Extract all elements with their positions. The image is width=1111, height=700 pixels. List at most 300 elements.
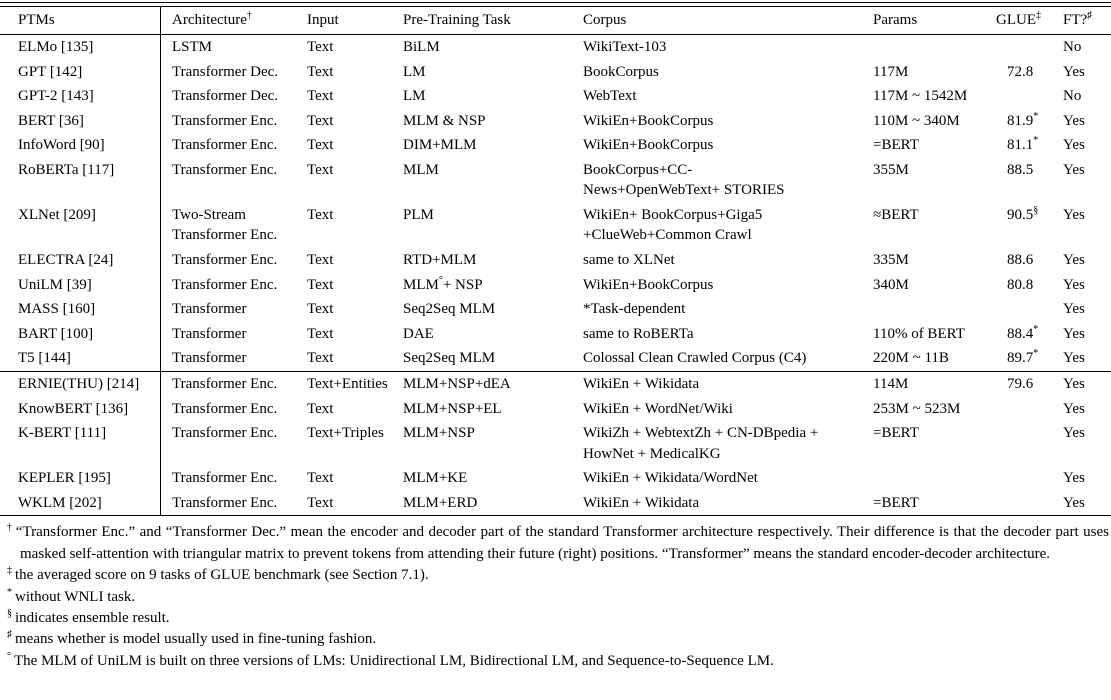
params-value: 355M [873, 162, 909, 179]
cell-input [307, 84, 403, 109]
glue-sup: § [1033, 205, 1039, 217]
table-header-row [0, 7, 1111, 35]
cell-ptm [0, 421, 161, 466]
corpus-line: WikiText-103 [583, 39, 667, 56]
ptm-name: UniLM [39] [18, 276, 92, 293]
cell-params [873, 60, 996, 85]
footnote-dagger [6, 522, 1109, 565]
cell-task [403, 203, 583, 248]
cell-glue [996, 273, 1063, 298]
cell-corpus [583, 466, 873, 491]
ptm-name: WKLM [202] [18, 494, 102, 511]
footnote-marker: ♯ [7, 629, 12, 641]
task-value: MLM+NSP+EL [403, 400, 502, 417]
ft-value: Yes [1063, 494, 1085, 511]
corpus-line: News+OpenWebText+ STORIES [583, 182, 785, 199]
cell-ft [1063, 158, 1111, 203]
ft-value: Yes [1063, 207, 1085, 224]
params-value: 114M [873, 376, 909, 393]
column-header-label: PTMs [18, 12, 55, 29]
cell-task [403, 60, 583, 85]
input-value: Text [307, 88, 334, 105]
cell-architecture [161, 346, 307, 371]
cell-task [403, 297, 583, 322]
ft-value: No [1063, 88, 1082, 105]
glue-score: 81.9 [1007, 112, 1034, 129]
architecture-line: Transformer [172, 350, 247, 367]
cell-ft [1063, 346, 1111, 371]
cell-ptm [0, 133, 161, 158]
cell-ptm [0, 397, 161, 422]
cell-glue [996, 466, 1063, 491]
column-header-input [307, 7, 403, 34]
column-header-ptms [0, 7, 161, 34]
params-value: 117M [873, 63, 909, 80]
cell-task [403, 248, 583, 273]
task-value: DAE [403, 325, 434, 342]
column-header-label: FT? [1063, 12, 1088, 29]
corpus-line: WikiEn+BookCorpus [583, 112, 714, 129]
params-value: 220M ~ 11B [873, 350, 949, 367]
ft-value: Yes [1063, 470, 1085, 487]
task-value: MLM+ERD [403, 494, 478, 511]
params-value: 340M [873, 276, 909, 293]
cell-input [307, 60, 403, 85]
cell-params [873, 203, 996, 248]
corpus-line: WebText [583, 88, 637, 105]
cell-architecture [161, 84, 307, 109]
corpus-line: WikiEn + WordNet/Wiki [583, 400, 733, 417]
glue-score: 88.6 [1007, 252, 1034, 269]
cell-ptm [0, 372, 161, 397]
params-value: 253M ~ 523M [873, 400, 961, 417]
input-value: Text [307, 400, 334, 417]
glue-sup: * [1033, 135, 1039, 147]
table-row [0, 133, 1111, 158]
glue-sup: * [1033, 323, 1039, 335]
cell-input [307, 297, 403, 322]
cell-task [403, 372, 583, 397]
cell-corpus [583, 297, 873, 322]
footnote-sharp [6, 629, 1109, 650]
cell-task [403, 421, 583, 466]
cell-glue [996, 84, 1063, 109]
glue-score: 90.5 [1007, 207, 1034, 224]
table-body [0, 35, 1111, 516]
ptm-name: GPT [142] [18, 63, 83, 80]
cell-params [873, 466, 996, 491]
ptm-name: ELMo [135] [18, 39, 94, 56]
ft-value: Yes [1063, 376, 1085, 393]
footnote-text: the averaged score on 9 tasks of GLUE benchmark (see Section 7.1). [15, 567, 429, 584]
ft-value: Yes [1063, 350, 1085, 367]
params-value: 110% of BERT [873, 325, 965, 342]
table-row [0, 322, 1111, 347]
cell-input [307, 35, 403, 60]
ft-value: Yes [1063, 325, 1085, 342]
cell-ft [1063, 322, 1111, 347]
column-header-sup: ‡ [1036, 10, 1041, 22]
cell-corpus [583, 158, 873, 203]
cell-corpus [583, 109, 873, 134]
cell-params [873, 322, 996, 347]
cell-params [873, 297, 996, 322]
cell-ptm [0, 466, 161, 491]
cell-params [873, 84, 996, 109]
cell-architecture [161, 248, 307, 273]
input-value: Text+Triples [307, 425, 384, 442]
column-header-label: Input [307, 12, 339, 29]
architecture-line: Transformer [172, 301, 247, 318]
cell-corpus [583, 346, 873, 371]
glue-score: 80.8 [1007, 276, 1034, 293]
ft-value: Yes [1063, 137, 1085, 154]
cell-glue [996, 421, 1063, 466]
cell-glue [996, 35, 1063, 60]
cell-corpus [583, 84, 873, 109]
cell-params [873, 273, 996, 298]
cell-input [307, 248, 403, 273]
glue-score: 72.8 [1007, 63, 1034, 80]
input-value: Text [307, 63, 334, 80]
cell-input [307, 203, 403, 248]
cell-task [403, 158, 583, 203]
cell-input [307, 133, 403, 158]
cell-ft [1063, 421, 1111, 466]
task-value: MLM & NSP [403, 112, 486, 129]
table-row [0, 371, 1111, 397]
ft-value: Yes [1063, 252, 1085, 269]
cell-input [307, 421, 403, 466]
corpus-line: WikiEn+BookCorpus [583, 137, 714, 154]
cell-input [307, 109, 403, 134]
cell-corpus [583, 322, 873, 347]
cell-architecture [161, 491, 307, 516]
cell-architecture [161, 273, 307, 298]
table-row [0, 109, 1111, 134]
cell-corpus [583, 397, 873, 422]
architecture-line: Transformer Enc. [172, 162, 278, 179]
corpus-line: Colossal Clean Crawled Corpus (C4) [583, 350, 807, 367]
glue-score: 89.7 [1007, 350, 1034, 367]
cell-ft [1063, 491, 1111, 516]
cell-params [873, 346, 996, 371]
corpus-line: HowNet + MedicalKG [583, 445, 721, 462]
cell-input [307, 397, 403, 422]
glue-score: 81.1 [1007, 137, 1034, 154]
cell-params [873, 491, 996, 516]
footnote-text: The MLM of UniLM is built on three versions of LMs: Unidirectional LM, Bidirectional LM, and Sequence-to-Sequence LM. [14, 652, 774, 669]
cell-corpus [583, 60, 873, 85]
cell-corpus [583, 35, 873, 60]
task-value: RTD+MLM [403, 252, 477, 269]
corpus-line: +ClueWeb+Common Crawl [583, 227, 752, 244]
architecture-line: Transformer Enc. [172, 252, 278, 269]
cell-task [403, 466, 583, 491]
task-value: LM [403, 63, 426, 80]
footnote-text: means whether is model usually used in fine-tuning fashion. [15, 631, 377, 648]
input-value: Text [307, 470, 334, 487]
ft-value: Yes [1063, 112, 1085, 129]
task-value: BiLM [403, 39, 440, 56]
cell-ptm [0, 203, 161, 248]
ptm-name: KEPLER [195] [18, 470, 111, 487]
ptm-name: InfoWord [90] [18, 137, 105, 154]
cell-params [873, 248, 996, 273]
column-header-architecture [161, 7, 307, 34]
cell-input [307, 466, 403, 491]
corpus-line: same to XLNet [583, 252, 675, 269]
cell-ft [1063, 60, 1111, 85]
cell-architecture [161, 466, 307, 491]
params-value: 117M ~ 1542M [873, 88, 968, 105]
table-row [0, 248, 1111, 273]
cell-architecture [161, 297, 307, 322]
task-sup: ° [438, 274, 443, 286]
corpus-line: WikiEn + Wikidata [583, 494, 700, 511]
input-value: Text [307, 252, 334, 269]
ptm-name: ERNIE(THU) [214] [18, 376, 140, 393]
cell-ft [1063, 84, 1111, 109]
input-value: Text [307, 325, 334, 342]
column-header-params [873, 7, 996, 34]
column-header-pretraining-task [403, 7, 583, 34]
ptm-name: T5 [144] [18, 350, 71, 367]
cell-ft [1063, 397, 1111, 422]
cell-corpus [583, 248, 873, 273]
cell-corpus [583, 203, 873, 248]
footnote-section [6, 608, 1109, 629]
column-header-label: Pre-Training Task [403, 12, 511, 29]
corpus-line: *Task-dependent [583, 301, 686, 318]
ptm-name: KnowBERT [136] [18, 400, 129, 417]
cell-task [403, 133, 583, 158]
cell-ptm [0, 84, 161, 109]
task-value: MLM [403, 162, 439, 179]
table-row [0, 297, 1111, 322]
corpus-line: WikiEn + Wikidata/WordNet [583, 470, 758, 487]
table-row [0, 346, 1111, 371]
params-value: 110M ~ 340M [873, 112, 960, 129]
cell-task [403, 109, 583, 134]
cell-glue [996, 372, 1063, 397]
cell-ft [1063, 372, 1111, 397]
corpus-line: WikiZh + WebtextZh + CN-DBpedia + [583, 425, 819, 442]
ptm-name: GPT-2 [143] [18, 88, 94, 105]
architecture-line: Transformer [172, 325, 247, 342]
table-row [0, 466, 1111, 491]
table-row [0, 158, 1111, 203]
ptm-name: MASS [160] [18, 301, 96, 318]
corpus-line: BookCorpus [583, 63, 659, 80]
cell-task [403, 322, 583, 347]
task-value: MLM+NSP+dEA [403, 376, 511, 393]
cell-corpus [583, 491, 873, 516]
table-row [0, 84, 1111, 109]
architecture-line: Transformer Dec. [172, 63, 279, 80]
cell-glue [996, 297, 1063, 322]
glue-score: 88.4 [1007, 325, 1034, 342]
cell-corpus [583, 133, 873, 158]
input-value: Text [307, 39, 334, 56]
cell-architecture [161, 35, 307, 60]
architecture-line: LSTM [172, 39, 213, 56]
cell-input [307, 372, 403, 397]
cell-ft [1063, 203, 1111, 248]
table-row [0, 60, 1111, 85]
cell-architecture [161, 372, 307, 397]
cell-architecture [161, 109, 307, 134]
cell-task [403, 397, 583, 422]
column-header-label: Params [873, 12, 918, 29]
corpus-line: same to RoBERTa [583, 325, 694, 342]
input-value: Text [307, 112, 334, 129]
cell-ft [1063, 133, 1111, 158]
column-header-ft [1063, 7, 1111, 34]
cell-ptm [0, 273, 161, 298]
cell-glue [996, 397, 1063, 422]
cell-params [873, 397, 996, 422]
footnote-marker: ° [7, 650, 11, 662]
cell-task [403, 273, 583, 298]
architecture-line: Two-Stream [172, 207, 246, 224]
table-row [0, 273, 1111, 298]
cell-ptm [0, 35, 161, 60]
cell-input [307, 158, 403, 203]
cell-input [307, 322, 403, 347]
cell-input [307, 346, 403, 371]
ft-value: Yes [1063, 63, 1085, 80]
params-value: =BERT [873, 137, 919, 154]
architecture-line: Transformer Enc. [172, 494, 278, 511]
column-header-corpus [583, 7, 873, 34]
cell-architecture [161, 60, 307, 85]
params-value: =BERT [873, 425, 919, 442]
ptm-name: K-BERT [111] [18, 425, 107, 442]
cell-glue [996, 248, 1063, 273]
cell-ptm [0, 248, 161, 273]
footnote-asterisk [6, 587, 1109, 608]
footnote-marker: * [7, 586, 12, 598]
ptm-name: XLNet [209] [18, 207, 96, 224]
cell-input [307, 491, 403, 516]
task-value: LM [403, 88, 426, 105]
input-value: Text+Entities [307, 376, 388, 393]
column-header-label: Corpus [583, 12, 627, 29]
ft-value: Yes [1063, 162, 1085, 179]
cell-ptm [0, 491, 161, 516]
input-value: Text [307, 276, 334, 293]
architecture-line: Transformer Enc. [172, 276, 278, 293]
ptm-name: BERT [36] [18, 112, 84, 129]
params-value: =BERT [873, 494, 919, 511]
cell-ft [1063, 297, 1111, 322]
cell-glue [996, 322, 1063, 347]
corpus-line: BookCorpus+CC- [583, 162, 693, 179]
footnote-marker: ‡ [7, 565, 12, 577]
cell-task [403, 491, 583, 516]
corpus-line: WikiEn+ BookCorpus+Giga5 [583, 207, 763, 224]
cell-params [873, 133, 996, 158]
cell-corpus [583, 372, 873, 397]
column-header-glue [996, 7, 1063, 34]
cell-architecture [161, 133, 307, 158]
architecture-line: Transformer Enc. [172, 425, 278, 442]
table-row [0, 491, 1111, 516]
architecture-line: Transformer Enc. [172, 470, 278, 487]
table-row [0, 203, 1111, 248]
architecture-line: Transformer Enc. [172, 137, 278, 154]
corpus-line: WikiEn+BookCorpus [583, 276, 714, 293]
cell-ft [1063, 248, 1111, 273]
footnotes [0, 516, 1111, 672]
input-value: Text [307, 137, 334, 154]
cell-ptm [0, 158, 161, 203]
footnote-circle [6, 651, 1109, 672]
input-value: Text [307, 301, 334, 318]
input-value: Text [307, 350, 334, 367]
cell-glue [996, 60, 1063, 85]
table-row [0, 397, 1111, 422]
footnote-text: indicates ensemble result. [15, 609, 170, 626]
cell-ft [1063, 109, 1111, 134]
cell-ft [1063, 466, 1111, 491]
cell-glue [996, 346, 1063, 371]
task-suffix: + NSP [442, 276, 483, 293]
cell-architecture [161, 397, 307, 422]
table-row [0, 421, 1111, 466]
ft-value: Yes [1063, 400, 1085, 417]
cell-params [873, 158, 996, 203]
architecture-line: Transformer Dec. [172, 88, 279, 105]
task-value: MLM+KE [403, 470, 468, 487]
cell-ptm [0, 109, 161, 134]
cell-corpus [583, 273, 873, 298]
cell-architecture [161, 203, 307, 248]
cell-architecture [161, 421, 307, 466]
architecture-line: Transformer Enc. [172, 376, 278, 393]
column-header-label: Architecture [172, 12, 247, 29]
ft-value: Yes [1063, 276, 1085, 293]
cell-task [403, 84, 583, 109]
footnote-text: without WNLI task. [15, 588, 136, 605]
cell-input [307, 273, 403, 298]
task-value: MLM [403, 276, 439, 293]
glue-score: 88.5 [1007, 162, 1034, 179]
column-header-sup: ♯ [1087, 10, 1093, 22]
cell-glue [996, 109, 1063, 134]
ft-value: Yes [1063, 425, 1085, 442]
params-value: 335M [873, 252, 909, 269]
cell-glue [996, 158, 1063, 203]
task-value: Seq2Seq MLM [403, 301, 496, 318]
cell-architecture [161, 158, 307, 203]
cell-ptm [0, 346, 161, 371]
cell-ptm [0, 60, 161, 85]
footnote-marker: § [7, 607, 12, 619]
pretrained-models-table [0, 2, 1111, 672]
input-value: Text [307, 494, 334, 511]
architecture-line: Transformer Enc. [172, 227, 278, 244]
footnote-text: “Transformer Enc.” and “Transformer Dec.” mean the encoder and decoder part of the standard Transformer architecture respectively. Their difference is that the decoder part uses masked self-attention with triangular matrix to prevent tokens from attending their future (right) positions. “Transformer” means the standard encoder-decoder architecture. [15, 524, 1110, 562]
cell-params [873, 109, 996, 134]
architecture-line: Transformer Enc. [172, 400, 278, 417]
corpus-line: WikiEn + Wikidata [583, 376, 700, 393]
cell-ptm [0, 322, 161, 347]
cell-ft [1063, 35, 1111, 60]
cell-task [403, 35, 583, 60]
glue-sup: * [1033, 110, 1039, 122]
